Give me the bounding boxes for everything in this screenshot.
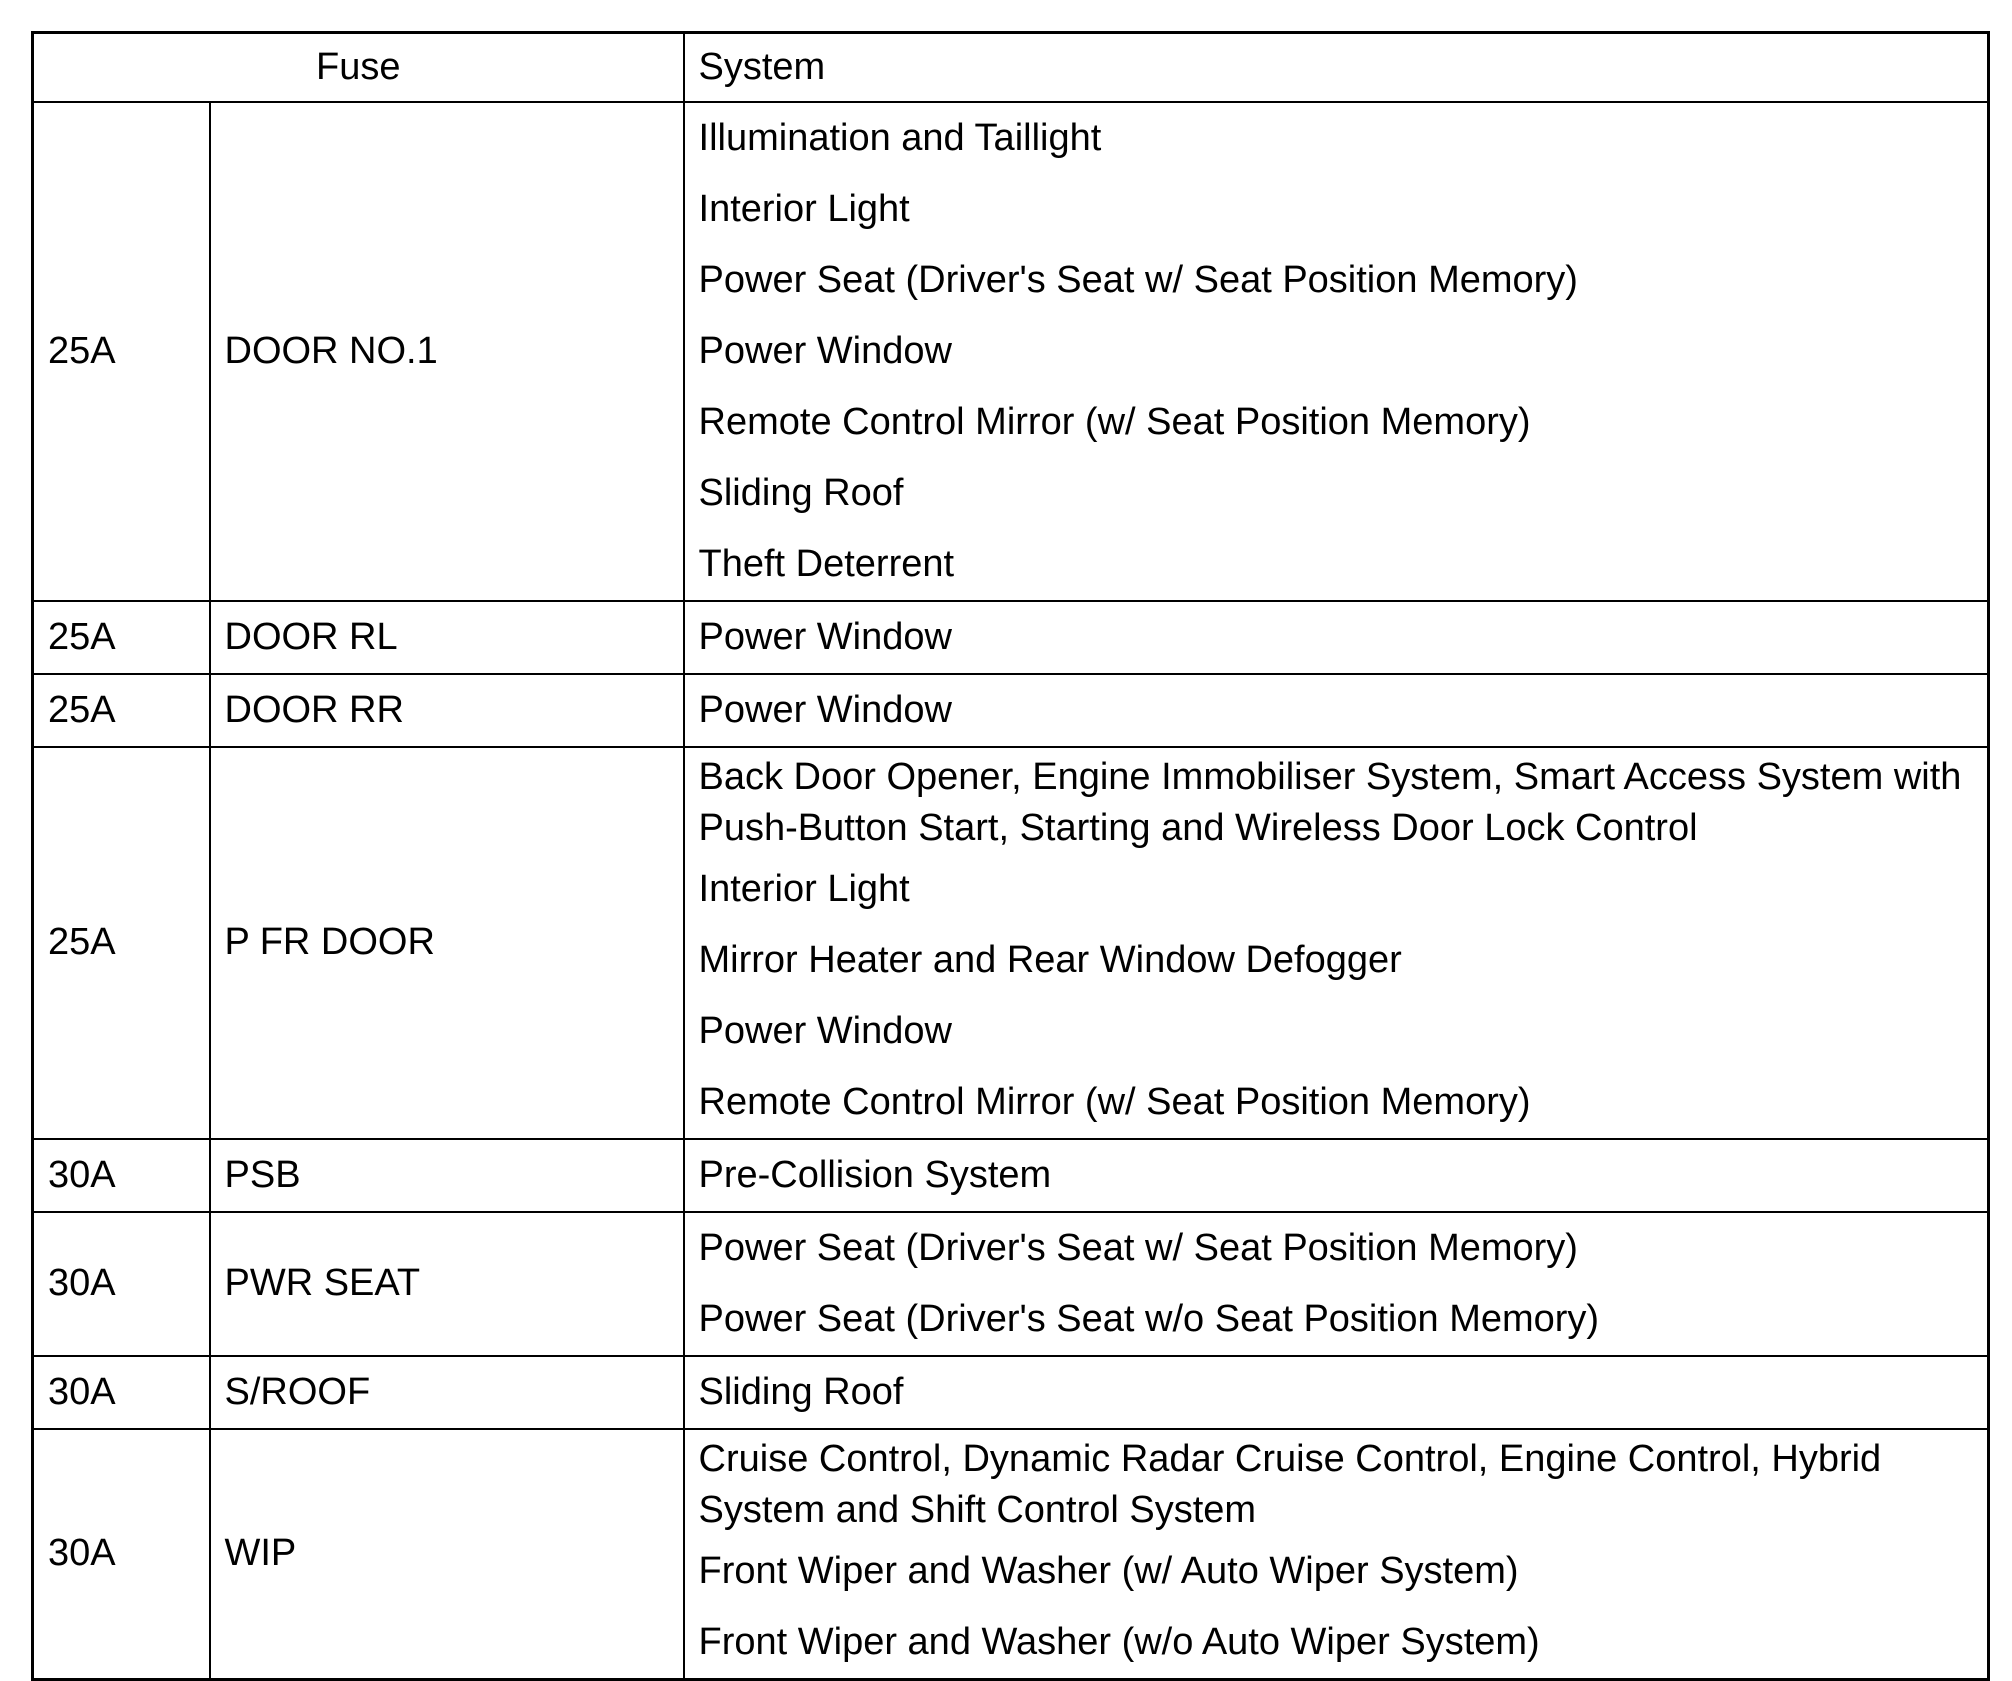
system-item: Power Seat (Driver's Seat w/ Seat Position Memory)	[698, 258, 1578, 301]
system-item: Theft Deterrent	[698, 542, 955, 585]
fuse-amperage: 30A	[33, 1356, 210, 1429]
system-item: Interior Light	[698, 187, 910, 230]
system-cell	[684, 1139, 1989, 1212]
table-row	[33, 601, 1989, 674]
fuse-amperage: 25A	[33, 102, 210, 601]
fuse-name: PSB	[210, 1139, 684, 1212]
table-header-row	[33, 33, 1989, 102]
fuse-name: DOOR RR	[210, 674, 684, 747]
fuse-name: DOOR NO.1	[210, 102, 684, 601]
system-cell	[684, 102, 1989, 601]
table-row	[33, 1356, 1989, 1429]
system-item: Interior Light	[698, 867, 910, 910]
fuse-amperage: 25A	[33, 747, 210, 1139]
fuse-table	[31, 31, 1990, 1681]
system-item: Power Window	[698, 615, 952, 658]
system-item: Power Window	[698, 329, 952, 372]
system-item: Power Seat (Driver's Seat w/ Seat Position Memory)	[698, 1226, 1578, 1269]
fuse-amperage: 25A	[33, 674, 210, 747]
table-row	[33, 674, 1989, 747]
fuse-amperage: 30A	[33, 1212, 210, 1356]
fuse-amperage: 30A	[33, 1429, 210, 1680]
table-row	[33, 747, 1989, 1139]
system-cell	[684, 747, 1989, 1139]
table-body	[33, 102, 1989, 1680]
system-item: Power Window	[698, 1009, 952, 1052]
system-item: Power Seat (Driver's Seat w/o Seat Position Memory)	[698, 1297, 1600, 1340]
fuse-name: P FR DOOR	[210, 747, 684, 1139]
header-fuse: Fuse	[33, 33, 684, 102]
system-cell	[684, 674, 1989, 747]
fuse-name: WIP	[210, 1429, 684, 1680]
fuse-amperage: 25A	[33, 601, 210, 674]
system-cell	[684, 1356, 1989, 1429]
fuse-name: PWR SEAT	[210, 1212, 684, 1356]
system-item: Sliding Roof	[698, 471, 904, 514]
table-row	[33, 1139, 1989, 1212]
system-cell	[684, 1429, 1989, 1680]
system-item: Back Door Opener, Engine Immobiliser System, Smart Access System with Push-Button Start, Starting and Wireless Door Lock Control	[698, 755, 1962, 849]
system-item: Illumination and Taillight	[698, 116, 1102, 159]
system-item: Remote Control Mirror (w/ Seat Position Memory)	[698, 400, 1531, 443]
system-item: Front Wiper and Washer (w/ Auto Wiper System)	[698, 1549, 1519, 1592]
system-item: Pre-Collision System	[698, 1153, 1052, 1196]
system-item: Sliding Roof	[698, 1370, 904, 1413]
table-row	[33, 1212, 1989, 1356]
system-item: Remote Control Mirror (w/ Seat Position Memory)	[698, 1080, 1531, 1123]
fuse-name: DOOR RL	[210, 601, 684, 674]
system-item: Cruise Control, Dynamic Radar Cruise Control, Engine Control, Hybrid System and Shift Control System	[698, 1437, 1882, 1531]
fuse-name: S/ROOF	[210, 1356, 684, 1429]
table-row	[33, 102, 1989, 601]
system-item: Mirror Heater and Rear Window Defogger	[698, 938, 1402, 981]
fuse-amperage: 30A	[33, 1139, 210, 1212]
system-item: Front Wiper and Washer (w/o Auto Wiper System)	[698, 1620, 1540, 1663]
table-row	[33, 1429, 1989, 1680]
system-cell	[684, 601, 1989, 674]
system-cell	[684, 1212, 1989, 1356]
system-item: Power Window	[698, 688, 952, 731]
header-system: System	[684, 33, 1989, 102]
